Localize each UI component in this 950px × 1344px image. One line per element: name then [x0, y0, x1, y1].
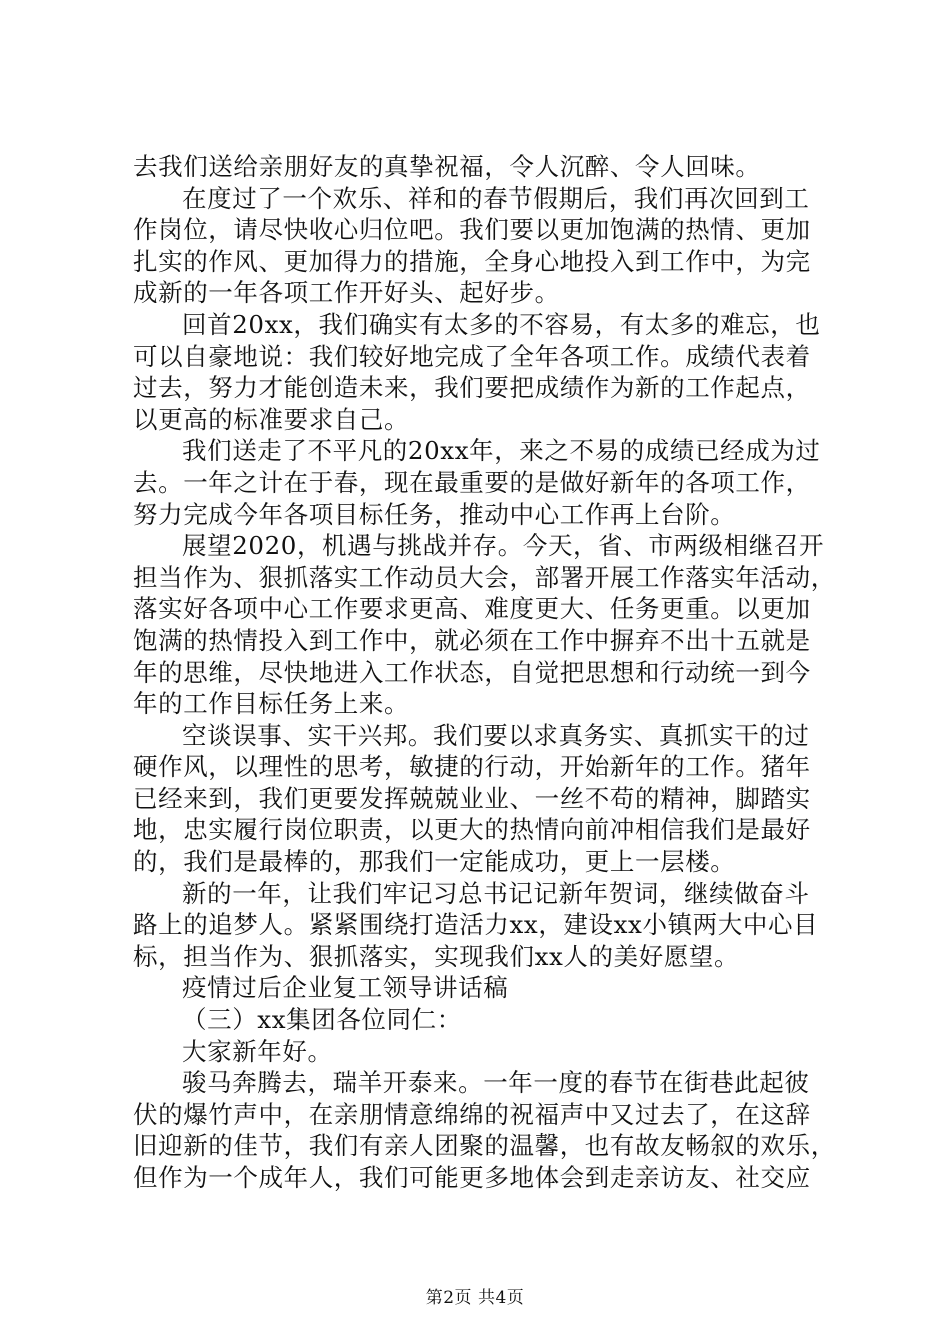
text-line: 但作为一个成年人，我们可能更多地体会到走亲访友、社交应: [133, 1163, 811, 1192]
text-line: 在度过了一个欢乐、祥和的春节假期后，我们再次回到工: [182, 183, 810, 213]
text-line: 展望2020，机遇与挑战并存。今天，省、市两级相继召开: [182, 531, 825, 561]
text-line: 我们送走了不平凡的20xx年，来之不易的成绩已经成为过: [182, 436, 821, 466]
document-body: [133, 151, 836, 1194]
text-line: 伏的爆竹声中，在亲朋情意绵绵的祝福声中又过去了，在这辞: [133, 1099, 811, 1129]
text-line: 新的一年，让我们牢记习总书记记新年贺词，继续做奋斗: [182, 878, 810, 908]
page-footer: 第2页 共4页: [425, 1288, 525, 1308]
text-line: 回首20xx，我们确实有太多的不容易，有太多的难忘，也: [182, 309, 821, 339]
text-line: 标，担当作为、狠抓落实，实现我们xx人的美好愿望。: [133, 941, 740, 971]
text-line: 骏马奔腾去，瑞羊开泰来。一年一度的春节在街巷此起彼: [182, 1068, 810, 1098]
text-line: 疫情过后企业复工领导讲话稿: [182, 973, 509, 1003]
text-line: 空谈误事、实干兴邦。我们要以求真务实、真抓实干的过: [182, 720, 810, 750]
text-line: 去我们送给亲朋好友的真挚祝福，令人沉醉、令人回味。: [133, 152, 761, 181]
text-line: 旧迎新的佳节，我们有亲人团聚的温馨，也有故友畅叙的欢乐，: [133, 1131, 836, 1161]
text-line: 已经来到，我们更要发挥兢兢业业、一丝不苟的精神，脚踏实: [133, 783, 811, 813]
text-line: 过去，努力才能创造未来，我们要把成绩作为新的工作起点，: [133, 373, 811, 403]
text-line: 的，我们是最棒的，那我们一定能成功，更上一层楼。: [133, 847, 736, 877]
text-line: 大家新年好。: [182, 1036, 333, 1066]
text-line: 可以自豪地说：我们较好地完成了全年各项工作。成绩代表着: [133, 341, 811, 371]
text-line: 以更高的标准要求自己。: [133, 404, 410, 434]
text-line: 路上的追梦人。紧紧围绕打造活力xx，建设xx小镇两大中心目: [133, 910, 819, 940]
text-line: （三）xx集团各位同仁：: [182, 1005, 462, 1035]
text-line: 饱满的热情投入到工作中，就必须在工作中摒弃不出十五就是: [133, 625, 811, 655]
text-line: 地，忠实履行岗位职责，以更大的热情向前冲相信我们是最好: [133, 815, 811, 845]
text-line: 落实好各项中心工作要求更高、难度更大、任务更重。以更加: [133, 594, 811, 624]
text-line: 扎实的作风、更加得力的措施，全身心地投入到工作中，为完: [133, 246, 811, 276]
text-line: 去。一年之计在于春，现在最重要的是做好新年的各项工作，: [133, 467, 811, 497]
text-line: 担当作为、狠抓落实工作动员大会，部署开展工作落实年活动，: [133, 562, 836, 592]
text-line: 成新的一年各项工作开好头、起好步。: [133, 278, 560, 308]
text-line: 努力完成今年各项目标任务，推动中心工作再上台阶。: [133, 499, 736, 529]
text-line: 硬作风，以理性的思考，敏捷的行动，开始新年的工作。猪年: [133, 752, 811, 782]
text-line: 年的工作目标任务上来。: [133, 689, 410, 719]
text-line: 作岗位，请尽快收心归位吧。我们要以更加饱满的热情、更加: [133, 215, 811, 245]
text-line: 年的思维，尽快地进入工作状态，自觉把思想和行动统一到今: [133, 657, 811, 687]
